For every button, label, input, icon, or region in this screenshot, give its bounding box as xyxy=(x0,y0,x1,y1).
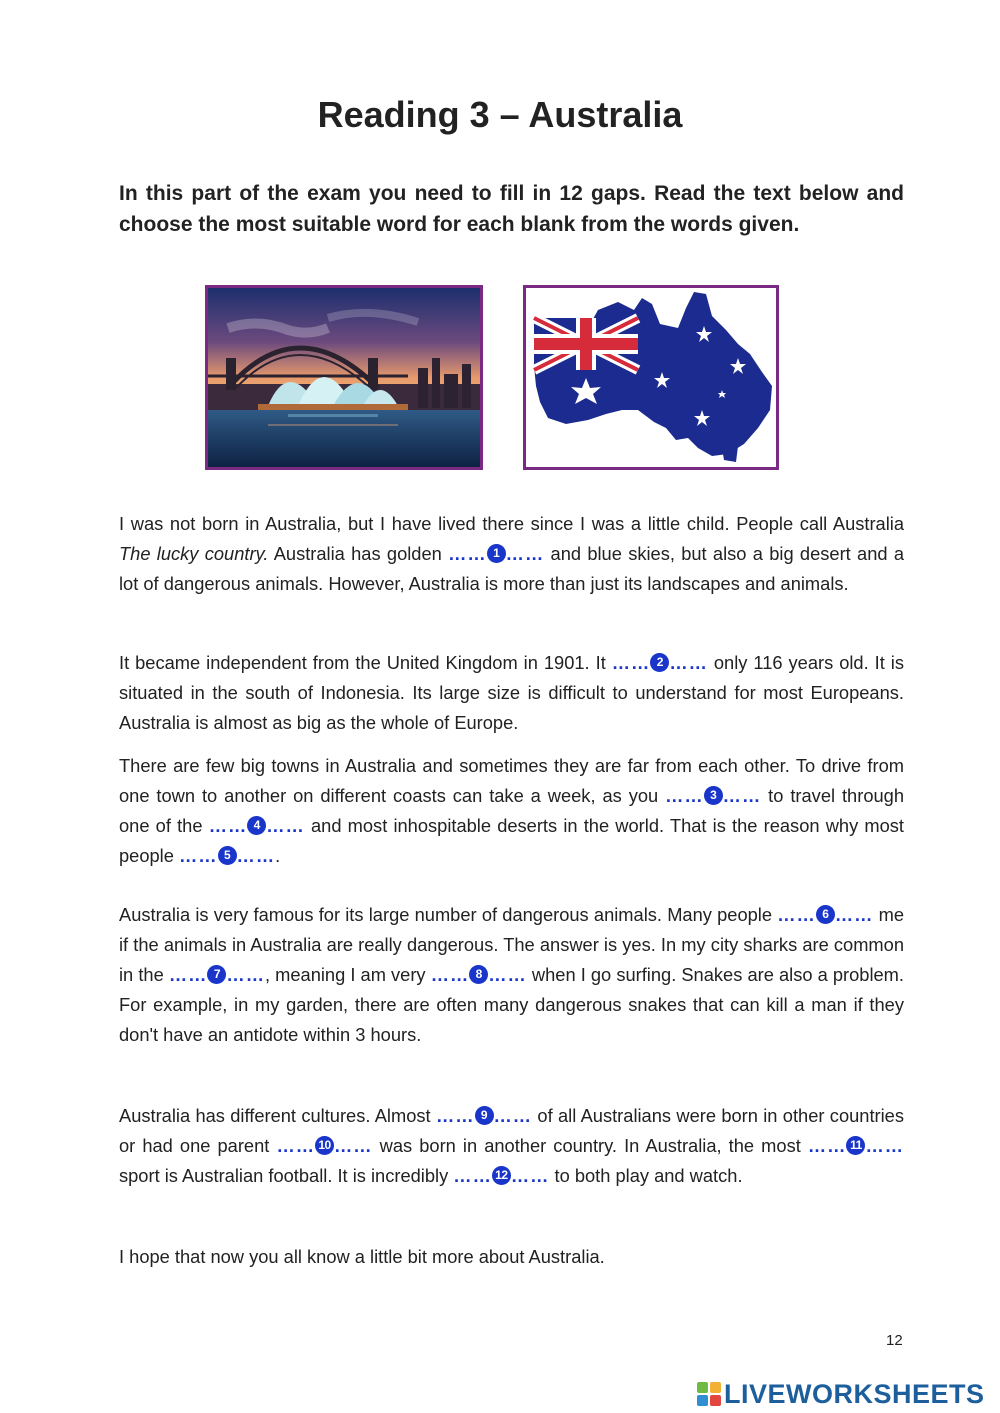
gap-dots: …… xyxy=(611,652,651,673)
gap-dots: …… xyxy=(505,543,545,564)
liveworksheets-logo-icon xyxy=(697,1382,721,1406)
australia-flag-map xyxy=(523,285,779,470)
gap-10[interactable] xyxy=(276,1135,372,1156)
gap-dots: …… xyxy=(865,1135,904,1156)
gap-dots: …… xyxy=(722,785,762,806)
gap-dots: …… xyxy=(834,904,874,925)
gap-number-badge: 8 xyxy=(469,965,488,984)
gap-number-badge: 4 xyxy=(247,816,266,835)
gap-5[interactable] xyxy=(179,845,275,866)
gap-dots: …… xyxy=(178,845,218,866)
gap-12[interactable] xyxy=(453,1165,549,1186)
text-segment: to travel through one of the xyxy=(119,785,904,836)
gap-4[interactable] xyxy=(209,815,305,836)
gap-2[interactable] xyxy=(612,652,708,673)
gap-dots: …… xyxy=(665,785,704,806)
paragraph-6 xyxy=(119,1242,904,1272)
gap-7[interactable] xyxy=(169,964,265,985)
text-segment: It became independent from the United Kingdom in 1901. It xyxy=(119,652,612,673)
gap-number-badge: 11 xyxy=(846,1136,865,1155)
gap-number-badge: 2 xyxy=(650,653,669,672)
text-segment: I was not born in Australia, but I have lived there since I was a little child. People call Australia xyxy=(119,513,904,534)
text-segment: Australia has golden xyxy=(268,543,449,564)
gap-number-badge: 9 xyxy=(475,1106,494,1125)
text-segment: when I go surfing. Snakes are also a problem. For example, in my garden, there are often many dangerous snakes that can kill a man if they don't have an antidote within 3 hours. xyxy=(119,964,904,1045)
text-segment: There are few big towns in Australia and sometimes they are far from each other. To drive from one town to another on different coasts can take a week, as you xyxy=(119,755,904,806)
gap-dots: …… xyxy=(435,1105,475,1126)
gap-dots: …… xyxy=(453,1165,492,1186)
brand-footer xyxy=(697,1378,985,1410)
gap-number-badge: 10 xyxy=(315,1136,334,1155)
gap-dots: …… xyxy=(430,964,470,985)
sydney-opera-house-photo xyxy=(205,285,483,470)
text-segment: Australia is very famous for its large number of dangerous animals. Many people xyxy=(119,904,778,925)
paragraph-1 xyxy=(119,509,904,599)
gap-8[interactable] xyxy=(431,964,527,985)
gap-number-badge: 3 xyxy=(704,786,723,805)
gap-number-badge: 7 xyxy=(207,965,226,984)
text-segment: I hope that now you all know a little bit more about Australia. xyxy=(119,1246,605,1267)
text-segment: was born in another country. In Australia, the most xyxy=(372,1135,808,1156)
gap-dots: …… xyxy=(807,1135,847,1156)
text-segment: sport is Australian football. It is incredibly xyxy=(119,1165,454,1186)
gap-dots: …… xyxy=(510,1165,550,1186)
gap-dots: …… xyxy=(226,964,265,985)
gap-number-badge: 6 xyxy=(816,905,835,924)
text-segment: . xyxy=(275,845,281,866)
text-segment: and most inhospitable deserts in the world. That is the reason why most people xyxy=(119,815,904,866)
gap-dots: …… xyxy=(669,652,708,673)
gap-dots: …… xyxy=(448,543,487,564)
brand-name: LIVEWORKSHEETS xyxy=(724,1378,985,1409)
gap-number-badge: 5 xyxy=(218,846,237,865)
paragraph-4 xyxy=(119,900,904,1050)
text-segment: and blue skies, but also a big desert and a lot of dangerous animals. However, Australia is more than just its landscapes and animals. xyxy=(119,543,904,594)
italic-text: The lucky country. xyxy=(119,543,269,564)
paragraph-2 xyxy=(119,648,904,738)
gap-9[interactable] xyxy=(436,1105,532,1126)
text-segment: to both play and watch. xyxy=(549,1165,743,1186)
text-segment: of all Australians were born in other countries or had one parent xyxy=(119,1105,904,1156)
gap-dots: …… xyxy=(236,845,276,866)
gap-dots: …… xyxy=(493,1105,533,1126)
gap-dots: …… xyxy=(266,815,305,836)
gap-6[interactable] xyxy=(777,904,873,925)
gap-number-badge: 1 xyxy=(487,544,506,563)
page-number: 12 xyxy=(886,1332,903,1349)
text-segment: Australia has different cultures. Almost xyxy=(119,1105,436,1126)
paragraph-3 xyxy=(119,751,904,871)
text-segment: only 116 years old. It is situated in the south of Indonesia. Its large size is difficult to understand for most Europeans. Australia is almost as big as the whole of Europe. xyxy=(119,652,904,733)
gap-dots: …… xyxy=(208,815,248,836)
gap-1[interactable] xyxy=(448,543,544,564)
text-segment: me if the animals in Australia are really dangerous. The answer is yes. In my city sharks are common in the xyxy=(119,904,904,985)
gap-dots: …… xyxy=(276,1135,315,1156)
gap-dots: …… xyxy=(334,1135,373,1156)
gap-dots: …… xyxy=(777,904,816,925)
gap-dots: …… xyxy=(168,964,208,985)
page-title: Reading 3 – Australia xyxy=(317,94,683,135)
gap-11[interactable] xyxy=(808,1135,904,1156)
gap-number-badge: 12 xyxy=(492,1166,511,1185)
instructions: In this part of the exam you need to fill in 12 gaps. Read the text below and choose the most suitable word for each blank from the words given. xyxy=(119,182,904,236)
gap-dots: …… xyxy=(488,964,527,985)
text-segment: , meaning I am very xyxy=(264,964,431,985)
paragraph-5 xyxy=(119,1101,904,1191)
gap-3[interactable] xyxy=(665,785,761,806)
